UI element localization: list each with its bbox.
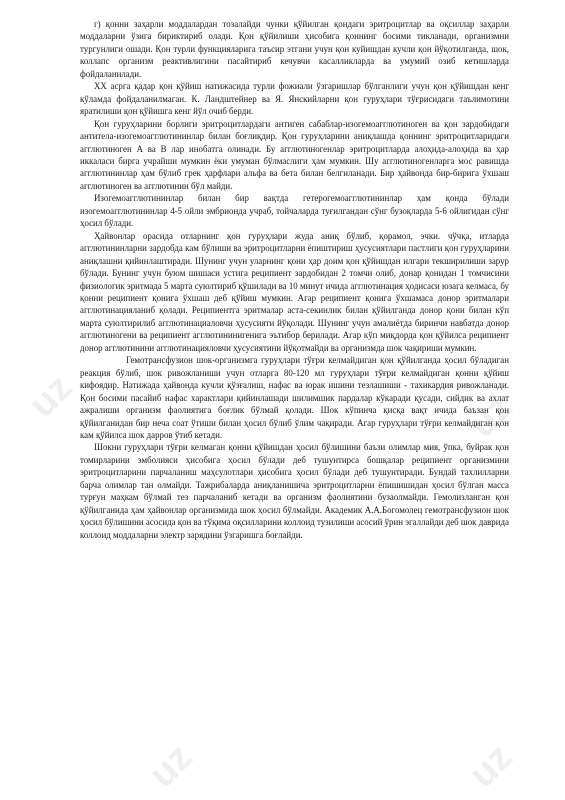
paragraph-history: ХХ асрга қадар қон қўйиш натижасида турли фожиали ўзгаришлар бўлганлиги учун қон қўйишдан кенг кўламда фойдаланилмаган. К. Ландштейнер ва Я. Янскийларни қон гуруҳлари тўғрисидаги таълимотини яратилиши қон қўйишга кенг йўл очиб берди.: [80, 81, 509, 117]
paragraph-hemotransfusion-shock: Гемотрансфузион шок-организмга гуруҳлари тўғри келмайдиган қон қўйилганда ҳосил бўладиган реакция бўлиб, шок ривожланиши учун отларга 80-120 мл гуруҳлари тўғри келмайдиган қонни қўйиш кифоядир. Натижада ҳайвонда кучли қўзғалиш, нафас ва юрак ишини тезлашиши - тахикардия ривожланади. Қон босими пасайиб нафас характлари қийинлашади шилимшик пардалар кўкаради қусади, сийдик ва ахлат ажралиши организм фаолиятига боғлик бўлмай қолади. Шок кўпинча қисқа вақт ичида баъзан қон қўйилганидан бир неча соат ўтиши билан ҳосил бўлиб ўлим чақиради. Агар гуруҳлари тўғри келмайдиган қон кам қўйилса шок дарров ўтиб кетади.: [80, 355, 509, 440]
paragraph-blood-groups: Қон гуруҳларини борлиги эритроцитлардаги антиген сабаблар-изогемоагглютиноген ва қон зардобидаги антитела-изогемоагглютининлар билан боғлиқдир. Қон гуруҳларини аниқлашда қоннинг эритроцитларидаги агглютиноген А ва В лар инобатга олинади. Бу агглютиногенлар эритроцитларда алоҳида-алоҳида ва ҳар иккаласи бирга учрайши мумкин ёки умуман бўлмаслиги ҳам мумкин. Шу агглютиногенларга мос равишда агглютининлар ҳам бўлиб грек ҳарфлари альфа ва бета билан белгиланади. Бир ҳайвонда бир-бирига ўхшаш агглютиноген ва агглютинин бўл майди.: [80, 118, 509, 191]
paragraph-animal-groups: Ҳайвонлар орасида отларнинг қон гуруҳлари жуда аниқ бўлиб, қорамол, эчки. чўчқа, итларда агглютининларни зардобда кам бўлиши ва эритроцитларни ёпиштириш ҳусусиятлари пастлиги қон гуруҳларини аниқлашни қийинлаштиради. Шунинг учун уларнинг қони ҳар доим қон қўйишдан илгари текширилиши зарур бўлади. Бунинг учун буюм шишаси устига реципиент зардобидан 2 томчи олиб, донар қонидан 1 томчисини физиологик эритмада 5 марта суюлтириб қўшилади ва 10 минут ичида агглютинация ҳодисаси юзага келмаса, бу қонни реципиент қонига ўхшаш деб қўйиш мумкин. Агар реципиент қонига ўхшамаса донор эритмалари агглютинацияланиб қолади. Реципиентга эритмалар аста-секинлик билан қўйилганда донор қони билан кўп марта суюлтирилиб агглютинациаловчи ҳусусияти йўқолади. Шунинг учун амалиётда биринчи навбатда донор агглютиногени ва реципиент агглютининигенига эътибор берилади. Агар кўп миқдорда қон қўйилса реципиент донор агглютинини агглютинацияловчи ҳусусиятини йўқотмайди ва организмда шок чақириши мумкин.: [80, 230, 509, 353]
watermark: uz: [140, 736, 201, 796]
paragraph-isohemagglutinins: Изогемоагглютининлар билан бир вақтда гетерогемоагглютининлар ҳам қонда бўлади изогемоагглютининлар 4-5 ойли эмбрионда учраб, тойчаларда туғилгандан сўнг бузоқларда 5-6 ойлигидан сўнг ҳосил бўлади.: [80, 193, 509, 229]
paragraph-shock-theories: Шокни гуруҳлари тўғри келмаган қонни қўйишдан ҳосил бўлишини баъзи олимлар мия, ўпка, буйрак қон томирларини эмболияси ҳисобига ҳосил бўлади деб тушунтирса бошқалар реципиент организмини эритроцитларини парчаланиш маҳсулотлари ҳисобига ҳосил бўлади деб тушунтиради. Бундай тахлилларни барча олимлар тан олмайди. Тажрибаларда аниқланишича эритроцитларни ёпишишидан ҳосил бўлган масса турғун маҳкам бўлмай тез парчаланиб кетади ва организм фаолиятини бузаолмайди. Гемолизланган қон қўйилганида ҳам ҳайвонлар организмида шок ҳосил бўлмайди. Академик А.А.Богомолец гемотрансфузион шок ҳосил бўлишини асосида қон ва тўқима оқсилларини коллоид тузилиши асосий ўрин эгаллайди деб шок даврида коллоид моддаларни электр зарядини ўзгаришга боғлайди.: [80, 442, 509, 540]
paragraph-blood-purification: г) қонни заҳарли моддалардан тозалайди чунки қўйилган қондаги эритроцитлар ва оқсиллар заҳарли моддаларни ўзига бириктириб олади. Қон қўйилиши ҳисобига қоннинг босими тикланади, организмни тургунлиги ошади. Қон турли функцияларига таъсир этгани учун қон куйишдан кучли қон йўқотилганда, шок, коллапс организм реактивлигини пасайтириб кечувчи касалликларда ва умумий озиб кетишларда фойдаланилади.: [80, 19, 509, 79]
watermark: uz: [20, 366, 81, 426]
watermark: uz: [460, 736, 521, 796]
document-page: [80, 18, 509, 541]
watermark: uz: [460, 386, 521, 446]
